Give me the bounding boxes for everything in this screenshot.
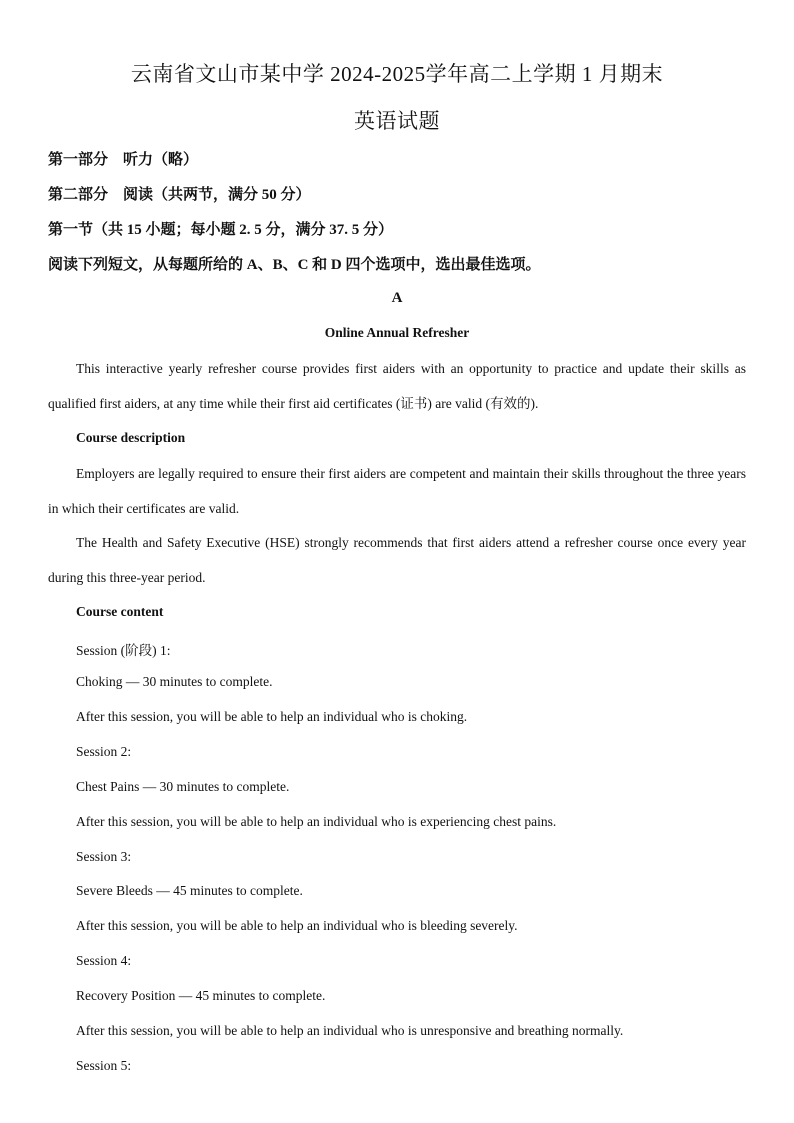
passage-letter: A <box>391 290 403 306</box>
content-line: After this session, you will be able to help an individual who is experiencing chest pains. <box>76 814 557 829</box>
content-line: Severe Bleeds — 45 minutes to complete. <box>76 883 303 898</box>
content-line: Recovery Position — 45 minutes to complete. <box>76 988 326 1003</box>
exam-subtitle: 英语试题 <box>354 109 440 133</box>
content-line: After this session, you will be able to help an individual who is unresponsive and breathing normally. <box>76 1023 624 1038</box>
part-two-heading: 第二部分 阅读（共两节，满分 50 分） <box>48 187 311 203</box>
content-line: Session 5: <box>76 1058 132 1073</box>
content-line: Session 4: <box>76 953 132 968</box>
exam-title: 云南省文山市某中学 2024-2025学年高二上学期 1 月期末 <box>130 62 664 86</box>
part-one-heading: 第一部分 听力（略） <box>48 152 199 168</box>
intro-paragraph: This interactive yearly refresher course provides first aiders with an opportunity to practice and update their skills as qualified first aiders, at any time while their first aid certificates (证书) are valid (有效的). <box>48 361 746 411</box>
content-line: Choking — 30 minutes to complete. <box>76 674 273 689</box>
description-paragraph-1: Employers are legally required to ensure their first aiders are competent and maintain their skills throughout the three years in which their certificates are valid. <box>48 466 746 516</box>
content-line: Session 2: <box>76 744 132 759</box>
content-line: After this session, you will be able to help an individual who is bleeding severely. <box>76 918 518 933</box>
content-line: Session (阶段) 1: <box>76 643 171 658</box>
course-description-heading: Course description <box>76 430 186 445</box>
passage-heading: Online Annual Refresher <box>324 325 470 340</box>
description-paragraph-2: The Health and Safety Executive (HSE) strongly recommends that first aiders attend a refresher course once every year during this three-year period. <box>48 535 746 585</box>
content-line: Chest Pains — 30 minutes to complete. <box>76 779 290 794</box>
instruction-text: 阅读下列短文，从每题所给的 A、B、C 和 D 四个选项中，选出最佳选项。 <box>48 257 541 273</box>
section-one-heading: 第一节（共 15 小题；每小题 2. 5 分，满分 37. 5 分） <box>48 222 394 238</box>
content-line: After this session, you will be able to help an individual who is choking. <box>76 709 468 724</box>
course-content-heading: Course content <box>76 604 164 619</box>
content-line: Session 3: <box>76 849 132 864</box>
